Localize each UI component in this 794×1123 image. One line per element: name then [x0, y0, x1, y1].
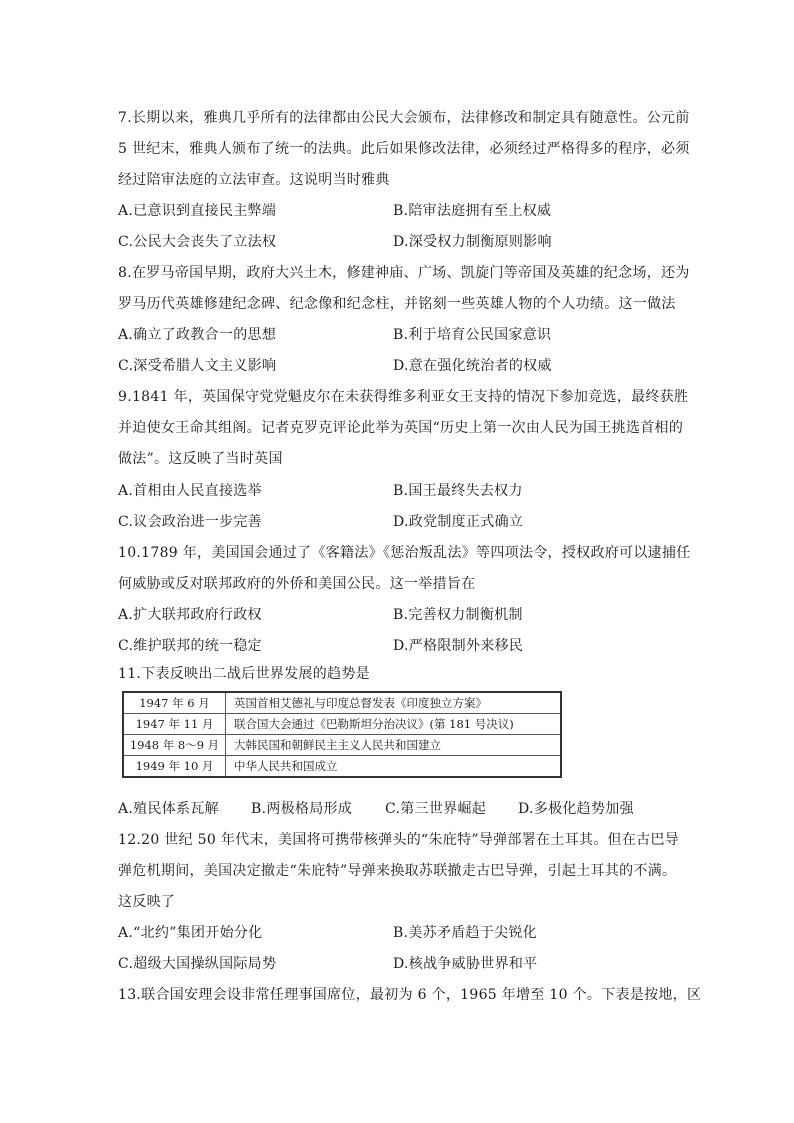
q10-stem-line-2: 何威胁或反对联邦政府的外侨和美国公民。这一举措旨在 [118, 576, 476, 592]
q7-stem-line-3: 经过陪审法庭的立法审查。这说明当时雅典 [118, 172, 390, 188]
q11-option-a: A.殖民体系瓦解 [118, 801, 219, 817]
q9-option-a: A.首相由人民直接选举 [118, 483, 262, 499]
q12-option-c: C.超级大国操纵国际局势 [118, 956, 277, 972]
table-cell-date: 1949 年 10 月 [123, 756, 226, 778]
table-cell-date: 1948 年 8～9 月 [123, 735, 226, 756]
q12-stem-line-1: 12.20 世纪 50 年代末，美国将可携带核弹头的“朱庇特”导弹部署在土耳其。但在古巴导 [118, 832, 680, 848]
q12-stem-line-3: 这反映了 [118, 894, 176, 910]
table-cell-event: 联合国大会通过《巴勒斯坦分治决议》(第 181 号决议) [226, 714, 562, 735]
table-row [123, 714, 561, 735]
q7-stem-line-2: 5 世纪末，雅典人颁布了统一的法典。此后如果修改法律，必须经过严格得多的程序，必须 [118, 141, 690, 157]
q10-option-d: D.严格限制外来移民 [393, 638, 524, 654]
table-cell-date: 1947 年 11 月 [123, 714, 226, 735]
q12-option-b: B.美苏矛盾趋于尖锐化 [393, 925, 538, 941]
q13-stem-line-1: 13.联合国安理会设非常任理事国席位，最初为 6 个，1965 年增至 10 个。下表是按地，区 [118, 987, 702, 1003]
q9-option-b: B.国王最终失去权力 [393, 483, 523, 499]
q9-stem-line-3: 做法”。这反映了当时英国 [118, 451, 283, 467]
table-row [123, 735, 561, 756]
table-row [123, 756, 561, 778]
q11-stem: 11.下表反映出二战后世界发展的趋势是 [118, 666, 370, 682]
q10-option-c: C.维护联邦的统一稳定 [118, 638, 262, 654]
table-cell-event: 中华人民共和国成立 [226, 756, 562, 778]
q7-option-b: B.陪审法庭拥有至上权威 [393, 203, 552, 219]
q7-stem-line-1: 7.长期以来，雅典几乎所有的法律都由公民大会颁布，法律修改和制定具有随意性。公元前 [118, 110, 690, 126]
q9-stem-line-1: 9.1841 年，英国保守党党魁皮尔在未获得维多利亚女王支持的情况下参加竞选，最终获胜 [118, 389, 689, 405]
q12-stem-line-2: 弹危机期间，美国决定撤走“朱庇特”导弹来换取苏联撤走古巴导弹，引起土耳其的不满。 [118, 863, 677, 879]
q8-option-d: D.意在强化统治者的权威 [393, 358, 552, 374]
q8-stem-line-2: 罗马历代英雄修建纪念碑、纪念像和纪念柱，并铭刻一些英雄人物的个人功绩。这一做法 [118, 296, 676, 312]
q9-option-d: D.政党制度正式确立 [393, 514, 524, 530]
q10-option-a: A.扩大联邦政府行政权 [118, 607, 262, 623]
q11-option-c: C.第三世界崛起 [385, 801, 487, 817]
table-cell-event: 英国首相艾德礼与印度总督发表《印度独立方案》 [226, 692, 562, 714]
q12-option-d: D.核战争威胁世界和平 [393, 956, 538, 972]
q11-option-d: D.多极化趋势加强 [518, 801, 634, 817]
table-row [123, 692, 561, 714]
q7-option-d: D.深受权力制衡原则影响 [393, 234, 552, 250]
table-cell-date: 1947 年 6 月 [123, 692, 226, 714]
q8-stem-line-1: 8.在罗马帝国早期，政府大兴土木，修建神庙、广场、凯旋门等帝国及英雄的纪念场，还为 [118, 265, 690, 281]
q7-option-a: A.已意识到直接民主弊端 [118, 203, 277, 219]
table-cell-event: 大韩民国和朝鲜民主主义人民共和国建立 [226, 735, 562, 756]
q9-stem-line-2: 并迫使女王命其组阁。记者克罗克评论此举为英国“历史上第一次由人民为国王挑选首相的 [118, 420, 684, 436]
q7-option-c: C.公民大会丧失了立法权 [118, 234, 277, 250]
q8-option-a: A.确立了政教合一的思想 [118, 327, 277, 343]
q11-events-table [122, 691, 562, 778]
q8-option-b: B.利于培育公民国家意识 [393, 327, 552, 343]
q9-option-c: C.议会政治进一步完善 [118, 514, 262, 530]
q12-option-a: A.“北约”集团开始分化 [118, 925, 263, 941]
q8-option-c: C.深受希腊人文主义影响 [118, 358, 277, 374]
q10-stem-line-1: 10.1789 年，美国国会通过了《客籍法》《惩治叛乱法》等四项法令，授权政府可以逮捕任 [118, 545, 691, 561]
q10-option-b: B.完善权力制衡机制 [393, 607, 523, 623]
q11-option-b: B.两极格局形成 [251, 801, 353, 817]
